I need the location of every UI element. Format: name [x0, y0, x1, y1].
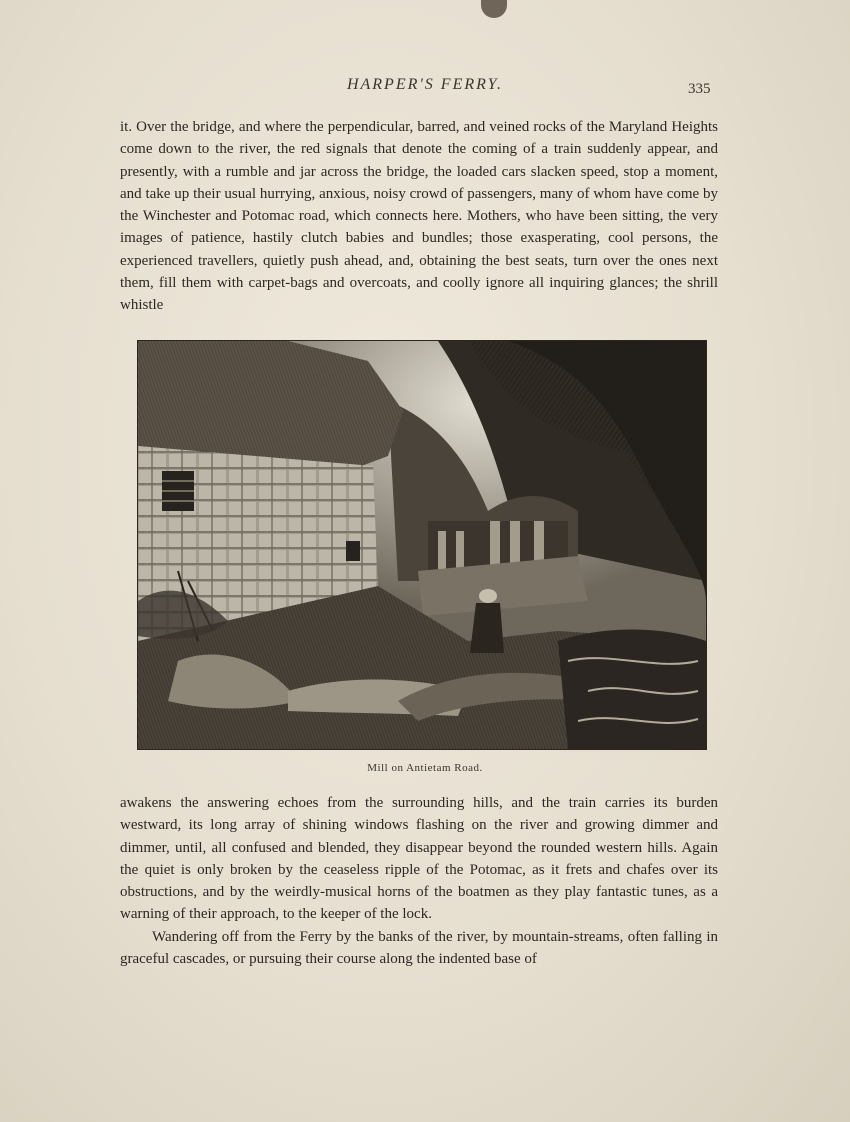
- running-head: HARPER'S FERRY.: [346, 76, 504, 93]
- paragraph-top: it. Over the bridge, and where the perpendicular, barred, and veined rocks of the Maryland Heights come down to the river, the red signals that denote the coming of a train suddenly appear, and presently, with a rumble and jar across the bridge, the loaded cars slacken speed, stop a moment, and take up their usual hurrying, anxious, noisy crowd of passengers, many of whom have come by the Winchester and Potomac road, which connects here. Mothers, who have been sitting, the very images of patience, hastily clutch babies and bundles; those exasperating, cool persons, the experienced travellers, quietly push ahead, and, obtaining the best seats, turn over the ones next them, fill them with carpet-bags and overcoats, and coolly ignore all inquiring glances; the shrill whistle: [120, 119, 718, 314]
- paragraph-bottom-1: awakens the answering echoes from the surrounding hills, and the train carries its burden westward, its long array of shining windows flashing on the river and growing dimmer and dimmer, until, all confused and blended, they disappear beyond the rounded western hills. Again the quiet is only broken by the ceaseless ripple of the Potomac, as it frets and chafes over its obstructions, and by the weirdly-musical horns of the boatmen as they play fantastic tunes, as a warning of their approach, to the keeper of the lock.: [120, 795, 718, 923]
- engraving-illustration: [137, 340, 707, 750]
- page-number: 335: [688, 81, 711, 97]
- text-block-top: [120, 116, 718, 317]
- mill-engraving: [138, 341, 706, 749]
- text-block-bottom: [120, 792, 718, 970]
- figure-caption: Mill on Antietam Road.: [367, 762, 483, 774]
- paragraph-bottom-2: Wandering off from the Ferry by the banks of the river, by mountain-streams, often falling in graceful cascades, or pursuing their course along the indented base of: [120, 928, 718, 968]
- binding-hole: [481, 0, 507, 18]
